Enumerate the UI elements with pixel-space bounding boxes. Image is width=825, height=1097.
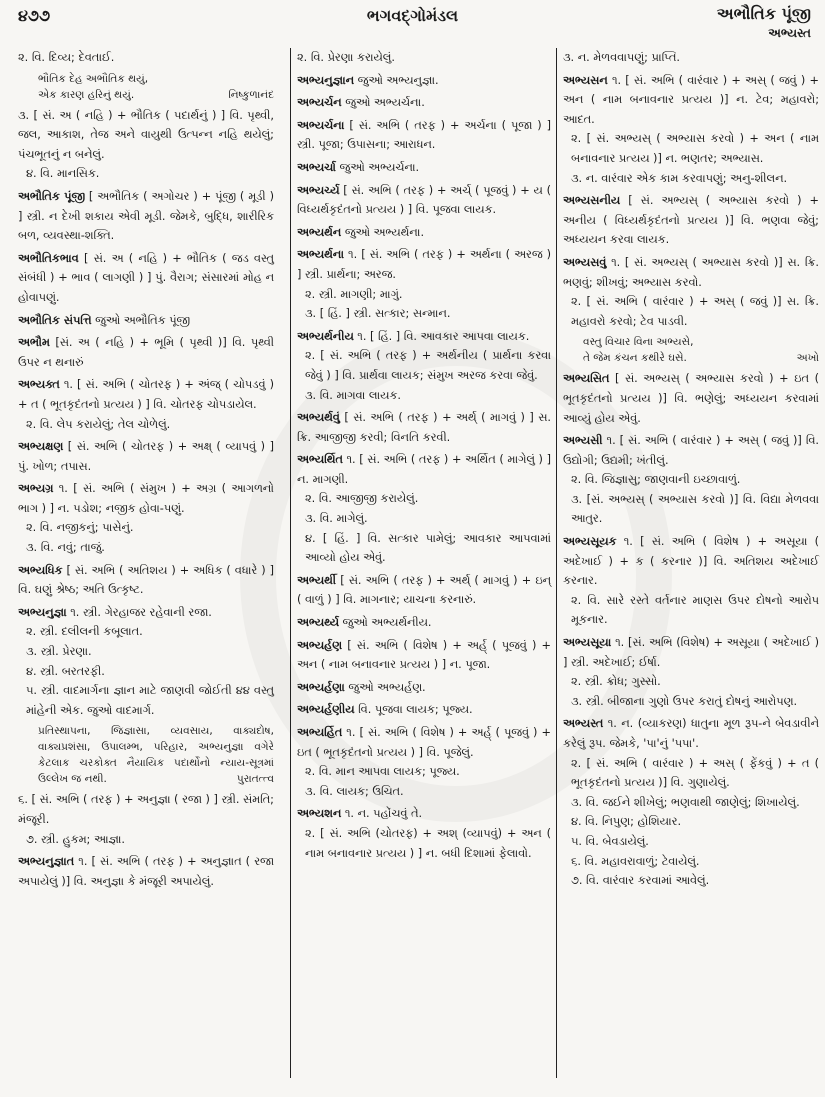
sense-line: ૨. [ સં. અભિ ( વારંવાર ) + અસ્ ( ફેંકવું ) + ત ( ભૂતકૃદંતનો પ્રત્યય )] વિ. ગુણાયેલું. [571, 756, 819, 790]
definition-text: ૧. [ સં. અભિ ( ચોતરફ ) + અંજ્ ( ચોપડવું ) + ત ( ભૂતકૃદંતનો પ્રત્યય ) ] વિ. ચોતરફ ચોપડાયેલ. [18, 378, 274, 411]
dictionary-entry [297, 700, 551, 720]
sense-line: ૪. વિ. માનસિક. [26, 167, 100, 181]
dictionary-entry [18, 437, 274, 476]
definition-line [563, 636, 819, 669]
sense-line: ૨. [ સં. અભિ ( વારંવાર ) + અસ્ ( જવું )] સ. ક્રિ. મહાવરો કરવો; ટેવ પાડવી. [571, 295, 819, 328]
definition-line [297, 226, 424, 239]
dictionary-entry [297, 678, 551, 698]
headword: અભ્યસનીય [563, 194, 621, 208]
definition-line [563, 51, 680, 64]
definition-text: [ સં. અભિ ( તરફ ) + અર્થ્ ( માગવું ) + ઇન્ ( વાળું ) ] વિ. માગનાર; યાચના કરનારું. [297, 573, 552, 607]
definition-text: ૩. ન. મેળવવાપણું; પ્રાપ્તિ. [563, 51, 680, 64]
definition-line [18, 190, 274, 242]
definition-line [18, 252, 274, 304]
headword: અભૌતિક પૂંજી [18, 189, 85, 203]
dictionary-entry [297, 71, 551, 91]
definition-text: [ સં. અભિ ( ચોતરફ ) + અક્ષ્ ( વ્યાપવું ) ] પું. ખોળ; તપાસ. [18, 440, 274, 473]
definition-line [297, 96, 425, 109]
headword: અભ્યસી [563, 434, 603, 448]
sense-line: ૨. સ્ત્રી. દલીલની કબૂલાત. [26, 625, 143, 639]
headword: અભ્યર્ચના [297, 118, 345, 132]
definition-line [563, 372, 819, 424]
definition-line [297, 51, 395, 64]
headword: અભ્યસવું [563, 255, 607, 269]
definition-text: જુઓ અભ્યનુજ્ઞા. [357, 73, 439, 87]
sense-line: ૭. વિ. વારંવાર કરવામાં આવેલું. [571, 874, 710, 888]
definition-line [18, 109, 274, 161]
definition-text: ૧. [સં. અભિ (વિશેષ) + અસૂયા ( અદેખાઈ ) ] સ્ત્રી. અદેખાઈ; ઈર્ષા. [563, 636, 819, 669]
definition-text: [ સં. અભિ ( તરફ ) + અર્થ્ ( માગવું ) ] સ. ક્રિ. આજીજી કરવી; વિનતિ કરવી. [297, 411, 551, 444]
definition-text: [ સં. અભ્યસ્ ( અભ્યાસ કરવો ) + અનીય ( વિધ્યર્થકૃદંતનો પ્રત્યય )] વિ. ભણવા જેવું; અધ્યયન કરવા લાયક. [563, 194, 819, 247]
definition-line [18, 378, 274, 411]
definition-line [297, 681, 426, 694]
quotation [563, 334, 819, 366]
dictionary-entry [563, 253, 819, 331]
definition-line [18, 793, 274, 826]
definition-line [563, 74, 819, 126]
dictionary-entry [297, 613, 551, 633]
quotation [18, 723, 274, 787]
sense-line: ૨. [ સં. અભ્યસ્ ( અભ્યાસ કરવો ) + અન ( નામ બનાવનાર પ્રત્યય )] ન. ભણતર; અભ્યાસ. [571, 132, 819, 165]
definition-text: જુઓ અભ્યર્થના. [344, 225, 425, 239]
dictionary-entry [297, 93, 551, 113]
definition-line [18, 564, 274, 597]
dictionary-entry [297, 571, 551, 610]
definition-text: [સં. અ ( નહિ ) + ભૂમિ ( પૃથ્વી )] વિ. પૃથ્વી ઉપર ન થનારું [18, 336, 275, 369]
definition-line [563, 535, 819, 587]
sense-line: ૩. વિ. માગેલું. [305, 512, 368, 526]
definition-line [297, 74, 439, 87]
dictionary-entry [563, 369, 819, 428]
dictionary-entry [297, 723, 551, 801]
definition-line [18, 855, 274, 888]
definition-line [297, 574, 551, 607]
definition-text: જુઓ અભ્યર્હણ. [348, 680, 426, 694]
definition-text: જુઓ અભ્યર્ચના. [345, 96, 425, 110]
quote-line: એક કારણ હરિનું થયું. નિષ્કુળાનંદ [38, 88, 274, 101]
headword: અભ્યર્થના [297, 248, 344, 262]
dictionary-entry [297, 408, 551, 447]
definition-line [297, 726, 551, 759]
dictionary-entry [18, 603, 274, 721]
sense-line: ૩. [સં. અભ્યસ્ ( અભ્યાસ કરવો )] વિ. વિદ્યા મેળવવા આતુર. [571, 492, 819, 526]
dictionary-entry [563, 714, 819, 890]
quote-attribution: નિષ્કુળાનંદ [228, 88, 274, 101]
sense-line: ૪. [ હિં. ] વિ. સત્કાર પામેલું; આવકાર આપવામાં આવ્યો હોય એવું. [305, 531, 551, 565]
definition-text: [ અભૌતિક ( અગોચર ) + પૂંજી ( મૂડી ) ] સ્ત્રી. ન દેખી શકાય એવી મૂડી. જેમકે, બુદ્ધિ, શારીરિક બળ, વ્યવસ્થા-શક્તિ. [18, 189, 274, 243]
headword: અભ્યર્હિત [297, 726, 343, 739]
sense-line: ૩. વિ. જઈને શીખેલું; ભણવાથી જાણેલું; શિખાયેલું. [571, 795, 800, 809]
definition-line [563, 194, 819, 246]
quote-line: તે જેમ કંચન કથીરે ઘસે. અખો [583, 352, 819, 365]
definition-line [297, 703, 473, 716]
headword: અભ્યર્ચ્ય [297, 183, 340, 197]
sense-line: ૭. સ્ત્રી. હુકમ; આજ્ઞા. [26, 832, 126, 846]
definition-text: વિ. પૂજવા લાયક; પૂજ્ય. [358, 703, 473, 717]
headword: અભ્યર્થી [297, 573, 337, 587]
dictionary-entry [297, 158, 551, 178]
headword: અભ્યક્ત [18, 378, 60, 392]
definition-text: ૧. સ્ત્રી. ગેરહાજર રહેવાની રજા. [70, 605, 212, 619]
sense-line: ૨. સ્ત્રી. ક્રોધ; ગુસ્સો. [571, 675, 661, 689]
dictionary-entry [18, 311, 274, 331]
quote-line: પ્રતિસ્થાપના, જિજ્ઞાસા, વ્યવસાય, વાક્યદોષ, વાક્યપ્રશંસા, ઉપાલમ્ભ, પરિહાર, અભ્યનુજ્ઞા વગેરે કેટલાક ચરકોક્ત નૈયાયિક પદાર્થોનો ન્યાય-સૂત્રમાં ઉલ્લેખ જ નથી. પુરાતત્ત્વ [38, 725, 274, 786]
dictionary-entry [297, 181, 551, 220]
dictionary-entry [18, 852, 274, 891]
headword: અભ્યસિત [563, 372, 610, 386]
definition-line [297, 616, 432, 629]
headword: અભ્યર્હણીય [297, 703, 355, 717]
quote-line: ભૌતિક દેહ અભૌતિક થયું, [38, 72, 149, 85]
headword: અભ્યર્ચા [297, 160, 336, 174]
dictionary-entry [18, 249, 274, 308]
definition-line [18, 482, 274, 515]
headword: અભ્યર્થિત [297, 453, 343, 467]
dictionary-entry [297, 450, 551, 568]
definition-line [297, 248, 551, 281]
definition-text: જુઓ અભ્યર્ચના. [339, 160, 420, 174]
quotation [18, 71, 274, 103]
sense-line: ૨. [ સં. અભિ (ચોતરફ) + અશ્ (વ્યાપવું) + અન ( નામ બનાવનાર પ્રત્યય ) ] ન. બધી દિશામાં ફેલાવો. [305, 826, 551, 860]
sense-line: ૨. વિ. સારે રસ્તે વર્તનાર માણસ ઉપર દોષનો આરોપ મૂકનાર. [571, 593, 819, 627]
headword: અભ્યર્થવું [297, 411, 340, 425]
dictionary-entry [18, 479, 274, 557]
headword: અભૌતિક સંપત્તિ [18, 313, 92, 327]
definition-text: [ સં. અ ( નહિ ) + ભૌતિક ( જડ વસ્તુ સંબંધી ) + ભાવ ( લાગણી ) ] પું. વૈરાગ; સંસારમાં મોહ ન હોવાપણું. [18, 251, 274, 304]
definition-line [297, 807, 422, 820]
definition-line [18, 314, 190, 327]
sense-line: ૫. વિ. બેવડાયેલું. [571, 834, 649, 848]
definition-text: [ સં. અભિ ( અતિશય ) + અધિક ( વધારે ) ] વિ. ઘણું શ્રેષ્ઠ; અતિ ઉત્કૃષ્ટ. [18, 563, 274, 597]
dictionary-entry [563, 48, 819, 68]
dictionary-entry [18, 790, 274, 849]
quote-attribution: અખો [796, 352, 819, 365]
sense-line: ૩. ન. વારંવાર એક કામ કરવાપણું; અનુ-શીલન. [571, 171, 788, 185]
definition-text: ૧. [ સં. અભિ ( સંમુખ ) + અગ્ર ( આગળનો ભાગ ) ] ન. પડોશ; નજીક હોવા-પણું. [18, 482, 274, 515]
dictionary-entry [297, 636, 551, 675]
definition-text: ૧. [ સં. અભિ ( તરફ ) + અનુજ્ઞાત ( રજા અપાયેલું )] વિ. અનુજ્ઞા કે મંજૂરી અપાયેલું. [18, 855, 275, 888]
headword: અભ્યશન [297, 807, 342, 821]
definition-line [18, 606, 212, 619]
dictionary-columns [0, 48, 825, 1097]
definition-line [563, 434, 819, 467]
definition-text: જુઓ અભૌતિક પૂંજી [95, 313, 190, 327]
headword: અભ્યસન [563, 73, 608, 87]
definition-line [297, 453, 551, 486]
sense-line: ૫. સ્ત્રી. વાદમાર્ગના જ્ઞાન માટે જાણવી જોઈતી ૪૪ વસ્તુ માંહેની એક. જુઓ વાદમાર્ગ. [26, 684, 274, 717]
definition-line [297, 411, 551, 444]
definition-text: [ સં. અભિ ( તરફ ) + અર્ચ્ ( પૂજવું ) + ય ( વિધ્યર્થકૃદંતનો પ્રત્યય ) ] વિ. પૂજવા લાયક. [297, 183, 551, 217]
headword: અભૌતિકભાવ [18, 251, 79, 265]
sense-line: ૨. વિ. આજીજી કરાયેલું. [305, 492, 419, 506]
sense-line: ૨. વિ. નજીકનું; પાસેનું. [26, 521, 134, 535]
definition-text: ૧. [ સં. અભિ ( વિશેષ ) + અર્હ્ ( પૂજવું ) + ઇત ( ભૂતકૃદંતનો પ્રત્યય ) ] વિ. પૂજેલું. [297, 726, 551, 759]
definition-text: ૧. [ સં. અભ્યસ્ ( અભ્યાસ કરવો )] સ. ક્રિ. ભણવું; શીખવું; અભ્યાસ કરવો. [563, 255, 819, 289]
definition-line [297, 184, 551, 217]
definition-line [18, 51, 114, 64]
dictionary-entry [297, 804, 551, 863]
definition-line [18, 336, 274, 369]
headword: અભ્યગ્ર [18, 482, 54, 496]
dictionary-entry [297, 48, 551, 68]
dictionary-entry [297, 327, 551, 405]
sense-line: ૪. વિ. નિપુણ; હોશિયાર. [571, 815, 682, 829]
dictionary-entry [18, 106, 274, 184]
sense-line: ૩. સ્ત્રી. પ્રેરણા. [26, 645, 92, 659]
definition-text: ૩. [ સં. અ ( નહિ ) + ભૌતિક ( પદાર્થનું ) ] વિ. પૃથ્વી, જલ, આકાશ, તેજ અને વાયુથી ઉત્પન્ન નહિ થયેલું; પંચભૂતનું ન બનેલું. [18, 108, 274, 161]
dictionary-entry [563, 532, 819, 630]
headword: અભ્યનુજ્ઞાત [18, 855, 75, 869]
definition-text: ૬. [ સં. અભિ ( તરફ ) + અનુજ્ઞા ( રજા ) ] સ્ત્રી. સંમતિ; મંજૂરી. [18, 793, 274, 826]
headword: અભ્યધિક [18, 563, 63, 577]
definition-text: [ સં. અભિ ( તરફ ) + અર્ચના ( પૂજા ) ] સ્ત્રી. પૂજા; ઉપાસના; આરાધન. [297, 118, 552, 152]
headword: અભૌમ [18, 336, 50, 350]
book-title: ભગવદ્ગોમંડલ [366, 6, 459, 25]
definition-text: ૧. [ સં. અભિ ( તરફ ) + અર્થના ( અરજ ) ] સ્ત્રી. પ્રાર્થના; અરજ. [297, 248, 551, 281]
headword: અભ્યક્ષણ [18, 440, 64, 454]
sense-line: ૩. [ હિં. ] સ્ત્રી. સત્કાર; સન્માન. [305, 307, 451, 321]
definition-text: ૧. ન. (વ્યાકરણ) ધાતુના મૂળ રૂપ-ને બેવડાવીને કરેલું રૂપ. જેમકે, 'પા'નું 'પપા'. [563, 717, 819, 750]
dictionary-entry [18, 187, 274, 246]
sense-line: ૨. [ સં. અભિ ( તરફ ) + અર્થનીય ( પ્રાર્થના કરવા જેવું ) ] વિ. પ્રાર્થવા લાયક; સંમુખ અરજ કરવા જેવું. [305, 349, 551, 382]
headword: અભ્યસૂયક [563, 535, 617, 549]
headword: અભ્યર્હણા [297, 680, 345, 694]
headword: અભ્યર્થન [297, 225, 342, 239]
definition-line [297, 639, 551, 672]
column-left [18, 48, 274, 894]
quote-attribution: પુરાતત્ત્વ [236, 773, 274, 786]
headword: અભ્યનુજ્ઞા [18, 605, 67, 619]
sense-line: ૩. સ્ત્રી. બીજાના ગુણો ઉપર કરાતું દોષનું આરોપણ. [571, 694, 798, 708]
definition-text: ૧. ન. પહોંચવું તે. [344, 807, 423, 821]
definition-line [297, 119, 551, 152]
sense-line: ૨. સ્ત્રી. માગણી; માગું. [305, 287, 403, 301]
definition-text: ૨. વિ. પ્રેરણા કરાયેલું. [297, 51, 395, 64]
definition-line [18, 440, 274, 473]
headword: અભ્યસ્ત [563, 717, 604, 731]
dictionary-entry [297, 245, 551, 323]
sense-line: ૪. સ્ત્રી. બરતરફી. [26, 664, 105, 678]
page-header [0, 0, 825, 46]
definition-text: ૧. [ હિં. ] વિ. આવકાર આપવા લાયક. [357, 329, 530, 343]
guide-word-first: અભૌતિક પૂંજી [716, 4, 811, 23]
dictionary-entry [18, 375, 274, 434]
dictionary-entry [563, 191, 819, 250]
dictionary-entry [563, 431, 819, 529]
sense-line: ૬. વિ. મહાવરાવાળું; ટેવાયેલું. [571, 854, 700, 868]
dictionary-entry [18, 48, 274, 68]
definition-line [297, 330, 529, 343]
headword: અભ્યર્થ્ય [297, 616, 339, 630]
sense-line: ૩. વિ. માગવા લાયક. [305, 388, 401, 402]
dictionary-entry [297, 223, 551, 243]
guide-word-last: અભ્યસ્ત [768, 26, 811, 40]
dictionary-entry [18, 333, 274, 372]
dictionary-entry [18, 561, 274, 600]
definition-text: ૨. વિ. દિવ્ય; દેવતાઈ. [18, 51, 115, 64]
definition-text: જુઓ અભ્યર્થનીય. [342, 616, 432, 630]
headword: અભ્યર્હણ [297, 638, 343, 652]
definition-line [563, 717, 819, 750]
page-number: ૪૭૭ [18, 6, 51, 25]
dictionary-entry [563, 633, 819, 711]
headword: અભ્યર્ચન [297, 96, 342, 110]
dictionary-entry [563, 71, 819, 189]
headword: અભ્યસૂયા [563, 636, 612, 650]
definition-text: ૧. [ સં. અભિ ( વિશેષ ) + અસૂયા ( અદેખાઈ ) + ક ( કરનાર )] વિ. અતિશય અદેખાઈ કરનાર. [563, 535, 819, 588]
definition-text: ૧. [ સં. અભિ ( વારંવાર ) + અસ્ ( જવું )] વિ. ઉદ્યોગી; ઉદ્યમી; ખંતીલું. [563, 434, 819, 467]
definition-line [297, 161, 419, 174]
definition-line [563, 256, 819, 289]
sense-line: ૩. વિ. નવું; તાજું. [26, 541, 105, 555]
definition-text: [ સં. અભ્યસ્ ( અભ્યાસ કરવો ) + ઇત ( ભૂતકૃદંતનો પ્રત્યય )] વિ. ભણેલું; અધ્યયન કરવામાં આવ્યું હોય એવું. [563, 372, 819, 425]
quote-line: વસ્તુ વિચાર વિના અભ્યસે, [583, 336, 694, 349]
headword: અભ્યર્થનીય [297, 329, 354, 343]
headword: અભ્યનુજ્ઞાન [297, 73, 355, 87]
sense-line: ૩. વિ. લાયક; ઉચિત. [305, 784, 404, 798]
sense-line: ૨. વિ. લેપ કરાયેલું; તેલ ચોળેલું. [26, 417, 171, 431]
definition-text: [ સં. અભિ ( વિશેષ ) + અર્હ્ ( પૂજવું ) + અન ( નામ બનાવનાર પ્રત્યય ) ] ન. પૂજા. [297, 638, 552, 672]
dictionary-entry [297, 116, 551, 155]
column-right [556, 48, 819, 1078]
sense-line: ૨. વિ. જિજ્ઞાસુ; જાણવાની ઇચ્છાવાળું. [571, 473, 741, 487]
sense-line: ૨. વિ. માન આપવા લાયક; પૂજ્ય. [305, 765, 460, 779]
column-middle [290, 48, 551, 1078]
definition-text: ૧. [ સં. અભિ ( વારંવાર ) + અસ્ ( જવું ) + અન ( નામ બનાવનાર પ્રત્યય )] ન. ટેવ; મહાવરો; આદત. [563, 73, 820, 126]
definition-text: ૧. [ સં. અભિ ( તરફ ) + અર્થિત ( માગેલું ) ] ન. માગણી. [297, 453, 551, 486]
